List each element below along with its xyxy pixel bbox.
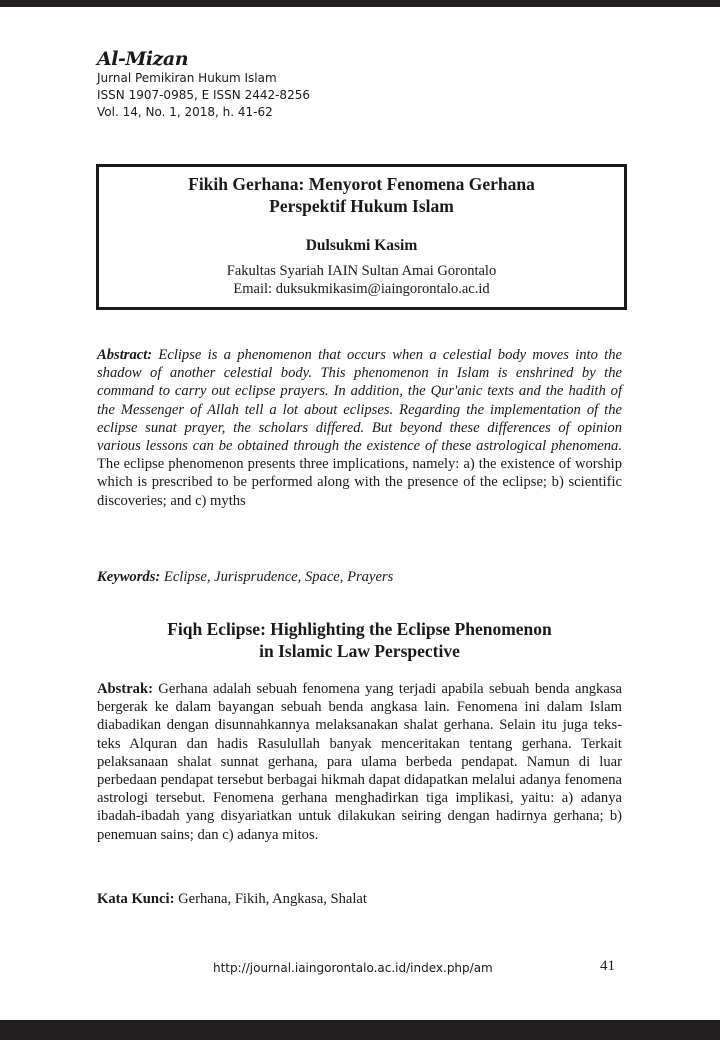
- bottom-border-bar: [0, 1020, 720, 1040]
- kata-kunci-label: Kata Kunci:: [97, 891, 175, 907]
- english-title: [97, 618, 622, 662]
- abstract-indonesian: [97, 680, 622, 844]
- journal-issn: ISSN 1907-0985, E ISSN 2442-8256: [97, 88, 310, 102]
- keywords-text: Eclipse, Jurisprudence, Space, Prayers: [163, 569, 394, 585]
- paper-title: [99, 173, 624, 217]
- page-number: 41: [600, 958, 615, 974]
- abstract-plain-text: The eclipse phenomenon presents three implications, namely: a) the existence of worship which is prescribed to be performed along with the presence of the eclipse; b) scientific discoveries; and c) myths: [97, 456, 622, 509]
- abstract-english: [97, 346, 622, 510]
- title-box: [96, 164, 627, 310]
- affiliation-text: Fakultas Syariah IAIN Sultan Amai Gorontalo: [226, 263, 497, 279]
- journal-subtitle: Jurnal Pemikiran Hukum Islam: [97, 71, 277, 85]
- author-email: Email: duksukmikasim@iaingorontalo.ac.id: [233, 281, 490, 297]
- footer-url: http://journal.iaingorontalo.ac.id/index.php/am: [213, 961, 493, 975]
- author-affiliation: [99, 262, 624, 298]
- author-name: Dulsukmi Kasim: [305, 237, 418, 254]
- keywords: [97, 568, 622, 586]
- paper-title-line1: Fikih Gerhana: Menyorot Fenomena Gerhana: [188, 174, 535, 194]
- kata-kunci: [97, 890, 622, 908]
- top-border-bar: [0, 0, 720, 7]
- abstract-italic-text: Eclipse is a phenomenon that occurs when a celestial body moves into the shadow of another celestial body. This phenomenon in Islam is enshrined by the command to carry out eclipse prayers. In addition, the Qur'anic texts and the hadith of the Messenger of Allah tell a lot about eclipses. Regarding the implementation of the eclipse sunat prayer, the scholars differed. But beyond these differences of opinion various lessons can be obtained through the existence of these astrological phenomena.: [97, 347, 622, 455]
- paper-title-line2: Perspektif Hukum Islam: [269, 196, 454, 216]
- abstrak-text: Gerhana adalah sebuah fenomena yang terjadi apabila sebuah benda angkasa bergerak ke dalam bayangan sebuah benda angkasa lain. Fenomena ini dalam Islam diabadikan dengan disunnahkannya melaksanakan shalat gerhana. Selain itu juga teks-teks Alquran dan hadis Rasulullah banyak menceritakan tentang gerhana. Terkait pelaksanaan shalat sunnat gerhana, para ulama berbeda pendapat. Namun di luar perbedaan pendapat tersebut berbagai hikmah dapat didapatkan melalui adanya fenomena astrologi tersebut. Fenomena gerhana menghadirkan tiga implikasi, yaitu: a) adanya ibadah-ibadah yang disyariatkan untuk dilakukan seiring dengan hadirnya gerhana; b) penemuan sains; dan c) adanya mitos.: [97, 681, 622, 843]
- journal-volume: Vol. 14, No. 1, 2018, h. 41-62: [97, 105, 273, 119]
- keywords-label: Keywords:: [97, 569, 161, 585]
- english-title-line2: in Islamic Law Perspective: [259, 641, 460, 661]
- english-title-line1: Fiqh Eclipse: Highlighting the Eclipse Phenomenon: [167, 619, 552, 639]
- journal-header: [97, 48, 310, 121]
- abstrak-label: Abstrak:: [97, 681, 153, 697]
- journal-logo-name: Al-Mizan: [97, 48, 189, 70]
- abstract-label: Abstract:: [97, 347, 153, 363]
- kata-kunci-text: Gerhana, Fikih, Angkasa, Shalat: [178, 891, 367, 907]
